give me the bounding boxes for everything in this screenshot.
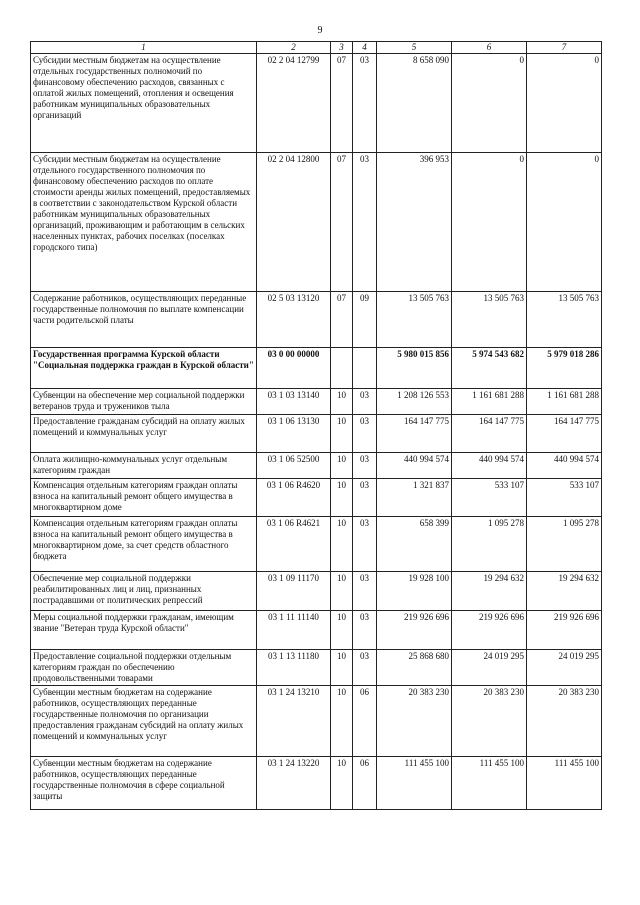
row-subsection: 09 [353, 292, 377, 348]
row-code: 03 1 24 13220 [257, 757, 331, 810]
row-section: 10 [331, 611, 353, 650]
row-value-year1: 164 147 775 [377, 415, 452, 453]
row-value-year2: 164 147 775 [452, 415, 527, 453]
column-header: 2 [257, 42, 331, 54]
row-value-year2: 24 019 295 [452, 650, 527, 686]
row-name: Субсидии местным бюджетам на осуществление отдельного государственного полномочия по финансовому обеспечению расходов по оплате стоимости аренды жилых помещений, предоставляемых в соответствии с законодательством Курской области работникам муниципальных образовательных организаций, проживающим и работающим в сельских населенных пунктах, рабочих поселках (поселках городского типа) [31, 153, 257, 292]
row-section: 10 [331, 650, 353, 686]
row-section: 10 [331, 572, 353, 611]
row-value-year3: 19 294 632 [527, 572, 602, 611]
row-value-year1: 8 658 090 [377, 54, 452, 153]
row-value-year1: 25 868 680 [377, 650, 452, 686]
row-value-year2: 219 926 696 [452, 611, 527, 650]
column-header: 6 [452, 42, 527, 54]
row-value-year2: 1 161 681 288 [452, 389, 527, 415]
row-code: 03 1 06 13130 [257, 415, 331, 453]
table-row [31, 650, 602, 686]
row-name: Содержание работников, осуществляющих переданные государственные полномочия по выплате компенсации части родительской платы [31, 292, 257, 348]
row-value-year3: 1 161 681 288 [527, 389, 602, 415]
row-code: 03 1 13 11180 [257, 650, 331, 686]
row-value-year2: 20 383 230 [452, 686, 527, 757]
page-number: 9 [317, 25, 323, 36]
row-name: Субвенции местным бюджетам на содержание работников, осуществляющих переданные государственные полномочия по организации предоставления гражданам субсидий на оплату жилых помещений и коммунальных услуг [31, 686, 257, 757]
row-value-year1: 658 399 [377, 517, 452, 572]
row-value-year3: 111 455 100 [527, 757, 602, 810]
row-subsection: 03 [353, 611, 377, 650]
column-header: 7 [527, 42, 602, 54]
row-value-year1: 5 980 015 856 [377, 348, 452, 389]
row-subsection: 03 [353, 650, 377, 686]
budget-table [30, 41, 602, 810]
row-code: 03 1 06 52500 [257, 453, 331, 479]
table-row [31, 348, 602, 389]
row-value-year1: 13 505 763 [377, 292, 452, 348]
table-row [31, 292, 602, 348]
row-code: 02 2 04 12799 [257, 54, 331, 153]
row-code: 02 2 04 12800 [257, 153, 331, 292]
row-value-year2: 440 994 574 [452, 453, 527, 479]
row-value-year1: 219 926 696 [377, 611, 452, 650]
row-value-year3: 0 [527, 153, 602, 292]
row-code: 02 5 03 13120 [257, 292, 331, 348]
row-value-year2: 19 294 632 [452, 572, 527, 611]
row-section: 10 [331, 479, 353, 517]
row-value-year3: 24 019 295 [527, 650, 602, 686]
row-subsection: 06 [353, 686, 377, 757]
row-code: 03 0 00 00000 [257, 348, 331, 389]
row-value-year2: 5 974 543 682 [452, 348, 527, 389]
table-row [31, 453, 602, 479]
row-name: Субвенции местным бюджетам на содержание работников, осуществляющих переданные государственные полномочия в сфере социальной защиты [31, 757, 257, 810]
row-section: 10 [331, 389, 353, 415]
row-value-year1: 440 994 574 [377, 453, 452, 479]
row-value-year2: 111 455 100 [452, 757, 527, 810]
row-value-year1: 19 928 100 [377, 572, 452, 611]
row-value-year2: 0 [452, 153, 527, 292]
table-row [31, 54, 602, 153]
row-value-year3: 1 095 278 [527, 517, 602, 572]
header-row [31, 42, 602, 54]
row-section: 07 [331, 292, 353, 348]
row-subsection: 03 [353, 153, 377, 292]
row-name: Субсидии местным бюджетам на осуществление отдельных государственных полномочий по финансовому обеспечению расходов, связанных с оплатой жилых помещений, отопления и освещения работникам муниципальных образовательных организаций [31, 54, 257, 153]
row-value-year3: 13 505 763 [527, 292, 602, 348]
table-row [31, 686, 602, 757]
row-subsection: 03 [353, 389, 377, 415]
row-section: 10 [331, 686, 353, 757]
table-row [31, 572, 602, 611]
row-code: 03 1 09 11170 [257, 572, 331, 611]
row-name: Субвенции на обеспечение мер социальной поддержки ветеранов труда и тружеников тыла [31, 389, 257, 415]
row-subsection: 06 [353, 757, 377, 810]
table-row [31, 757, 602, 810]
row-section: 10 [331, 453, 353, 479]
row-name: Предоставление гражданам субсидий на оплату жилых помещений и коммунальных услуг [31, 415, 257, 453]
row-subsection: 03 [353, 54, 377, 153]
table-row [31, 517, 602, 572]
row-code: 03 1 06 R4621 [257, 517, 331, 572]
column-header: 1 [31, 42, 257, 54]
row-subsection: 03 [353, 453, 377, 479]
row-name: Меры социальной поддержки гражданам, имеющим звание "Ветеран труда Курской области" [31, 611, 257, 650]
row-value-year3: 0 [527, 54, 602, 153]
row-code: 03 1 06 R4620 [257, 479, 331, 517]
row-name: Обеспечение мер социальной поддержки реабилитированных лиц и лиц, признанных пострадавшими от политических репрессий [31, 572, 257, 611]
row-code: 03 1 03 13140 [257, 389, 331, 415]
row-value-year3: 533 107 [527, 479, 602, 517]
row-value-year2: 13 505 763 [452, 292, 527, 348]
row-name: Оплата жилищно-коммунальных услуг отдельным категориям граждан [31, 453, 257, 479]
row-value-year2: 1 095 278 [452, 517, 527, 572]
row-value-year1: 111 455 100 [377, 757, 452, 810]
row-code: 03 1 11 11140 [257, 611, 331, 650]
row-subsection: 03 [353, 415, 377, 453]
row-name: Компенсация отдельным категориям граждан оплаты взноса на капитальный ремонт общего имущества в многоквартирном доме, за счет средств областного бюджета [31, 517, 257, 572]
row-subsection: 03 [353, 479, 377, 517]
row-section: 10 [331, 415, 353, 453]
row-value-year2: 0 [452, 54, 527, 153]
column-header: 3 [331, 42, 353, 54]
column-header: 5 [377, 42, 452, 54]
row-value-year3: 440 994 574 [527, 453, 602, 479]
table-row [31, 389, 602, 415]
row-value-year1: 20 383 230 [377, 686, 452, 757]
row-subsection [353, 348, 377, 389]
row-subsection: 03 [353, 517, 377, 572]
row-value-year3: 20 383 230 [527, 686, 602, 757]
table-row [31, 479, 602, 517]
row-value-year3: 5 979 018 286 [527, 348, 602, 389]
row-subsection: 03 [353, 572, 377, 611]
row-section [331, 348, 353, 389]
row-value-year1: 396 953 [377, 153, 452, 292]
row-section: 10 [331, 517, 353, 572]
table-row [31, 153, 602, 292]
row-value-year2: 533 107 [452, 479, 527, 517]
row-section: 10 [331, 757, 353, 810]
row-section: 07 [331, 153, 353, 292]
row-value-year3: 164 147 775 [527, 415, 602, 453]
row-name: Государственная программа Курской области "Социальная поддержка граждан в Курской области" [31, 348, 257, 389]
table-row [31, 611, 602, 650]
row-name: Компенсация отдельным категориям граждан оплаты взноса на капитальный ремонт общего имущества в многоквартирном доме [31, 479, 257, 517]
row-code: 03 1 24 13210 [257, 686, 331, 757]
row-value-year1: 1 208 126 553 [377, 389, 452, 415]
row-section: 07 [331, 54, 353, 153]
row-value-year3: 219 926 696 [527, 611, 602, 650]
row-name: Предоставление социальной поддержки отдельным категориям граждан по обеспечению продовольственными товарами [31, 650, 257, 686]
table-row [31, 415, 602, 453]
row-value-year1: 1 321 837 [377, 479, 452, 517]
column-header: 4 [353, 42, 377, 54]
